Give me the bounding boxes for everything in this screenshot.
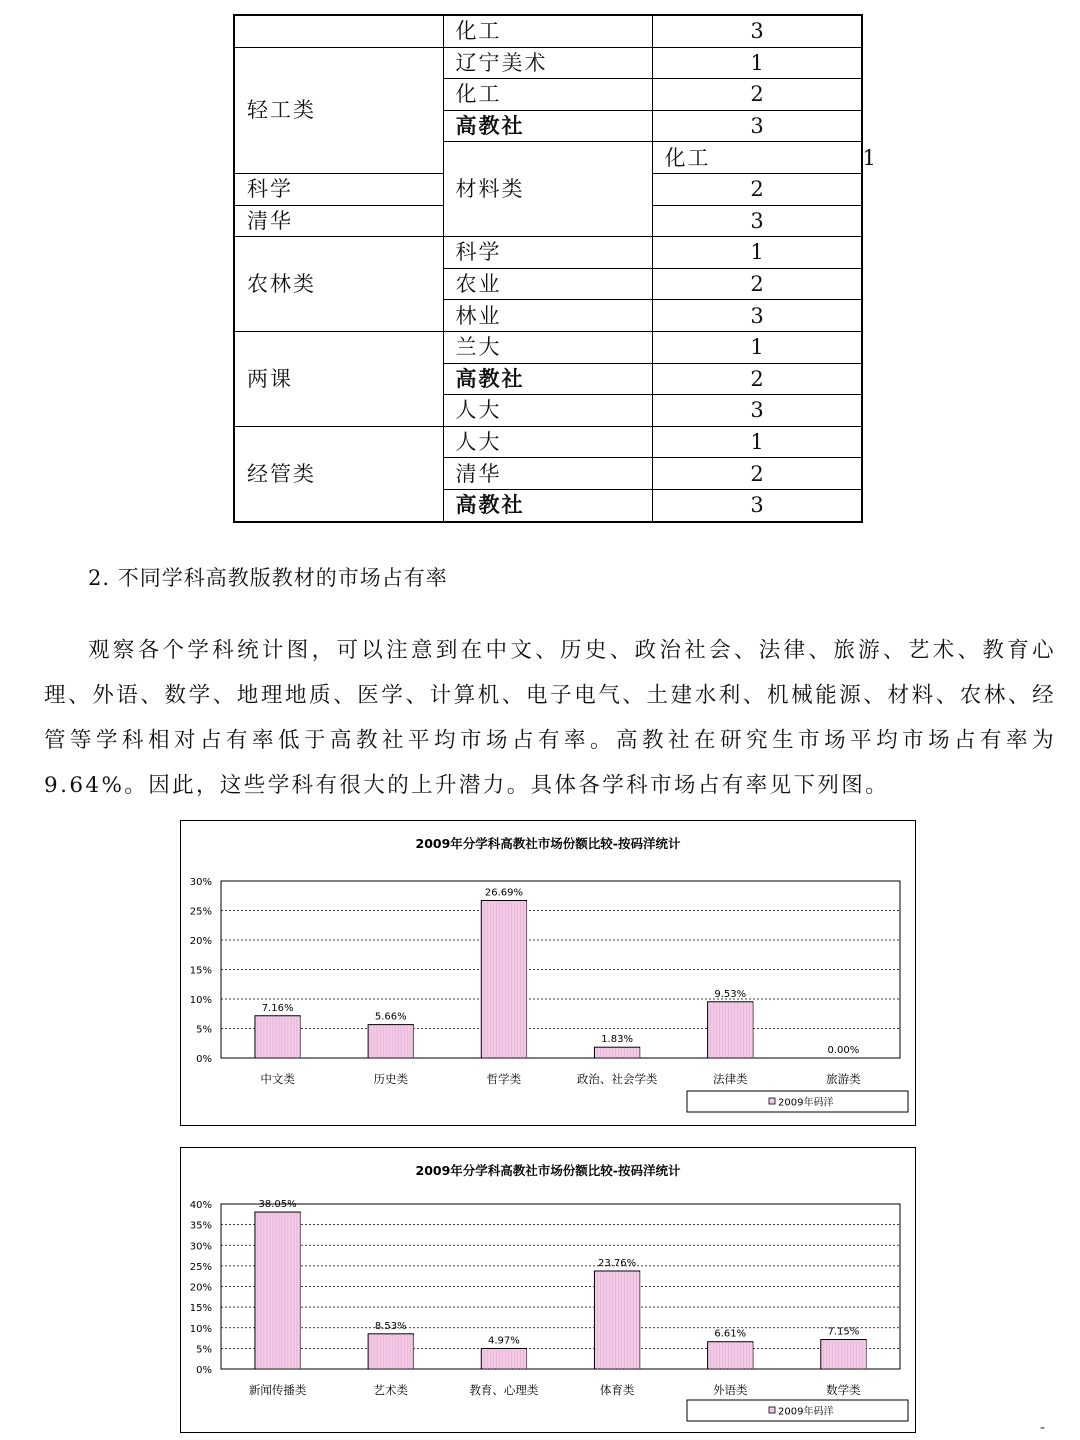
- table-row: [234, 237, 862, 269]
- chart-title: 2009年分学科高教社市场份额比较-按码洋统计: [415, 1163, 681, 1178]
- value-label: 4.97%: [488, 1335, 520, 1347]
- y-tick-label: 30%: [189, 877, 212, 888]
- y-tick-label: 30%: [189, 1241, 212, 1253]
- rank-cell: 1: [652, 47, 862, 79]
- rank-cell: 2: [652, 363, 862, 395]
- publisher-cell: 化工: [443, 15, 652, 47]
- rank-cell: 1: [652, 331, 862, 363]
- ranking-table-body: [234, 15, 876, 522]
- x-category-label: 艺术类: [373, 1383, 408, 1397]
- y-tick-label: 10%: [189, 1323, 212, 1335]
- publisher-cell: 人大: [443, 395, 652, 427]
- table-row: [234, 47, 862, 79]
- value-label: 8.53%: [374, 1320, 407, 1332]
- x-category-label: 政治、社会学类: [576, 1072, 658, 1086]
- category-cell: 经管类: [234, 426, 443, 521]
- y-tick-label: 20%: [189, 1282, 212, 1294]
- bar: [481, 901, 526, 1058]
- publisher-cell: 科学: [234, 173, 443, 205]
- rank-cell: 2: [652, 458, 862, 490]
- rank-cell: 3: [652, 489, 862, 521]
- y-tick-label: 25%: [189, 1261, 212, 1273]
- y-tick-label: 15%: [189, 1303, 212, 1315]
- rank-cell: 3: [652, 15, 862, 47]
- y-tick-label: 0%: [196, 1365, 212, 1376]
- publisher-cell: 高教社: [443, 489, 652, 521]
- rank-cell: 3: [652, 395, 862, 427]
- category-cell: 农林类: [234, 237, 443, 332]
- rank-cell: 2: [652, 173, 862, 205]
- publisher-cell: 清华: [443, 458, 652, 490]
- x-category-label: 法律类: [713, 1072, 748, 1086]
- publisher-cell: 辽宁美术: [443, 47, 652, 79]
- x-category-label: 中文类: [260, 1072, 295, 1086]
- x-category-label: 教育、心理类: [469, 1383, 539, 1397]
- bar: [368, 1334, 413, 1369]
- chart-1-svg: [181, 821, 915, 1125]
- y-tick-label: 0%: [196, 1054, 212, 1065]
- publisher-cell: 高教社: [443, 110, 652, 142]
- bar: [821, 1340, 866, 1369]
- rank-cell: 1: [652, 426, 862, 458]
- value-label: 0.00%: [827, 1045, 860, 1056]
- bar: [708, 1002, 753, 1058]
- table-row: [234, 331, 862, 363]
- x-category-label: 历史类: [373, 1072, 408, 1086]
- category-cell: 材料类: [443, 142, 652, 237]
- publisher-cell: 化工: [443, 79, 652, 111]
- publisher-cell: 化工: [652, 142, 862, 174]
- legend-label: 2009年码洋: [778, 1097, 834, 1109]
- value-label: 23.76%: [598, 1257, 637, 1269]
- chart-title: 2009年分学科高教社市场份额比较-按码洋统计: [415, 836, 681, 851]
- value-label: 38.05%: [258, 1199, 297, 1211]
- y-tick-label: 25%: [189, 906, 212, 918]
- x-category-label: 外语类: [713, 1383, 748, 1397]
- bar: [594, 1271, 639, 1369]
- publisher-cell: 高教社: [443, 363, 652, 395]
- bar: [368, 1025, 413, 1058]
- ranking-table: [233, 14, 876, 523]
- bar: [255, 1212, 300, 1369]
- rank-cell: 3: [652, 300, 862, 332]
- bar: [708, 1342, 753, 1369]
- body-paragraph: 观察各个学科统计图，可以注意到在中文、历史、政治社会、法律、旅游、艺术、教育心理、外语、数学、地理地质、医学、计算机、电子电气、土建水利、机械能源、材料、农林、经管等学科相对占有率低于高教社平均市场占有率。高教社在研究生市场平均市场占有率为9.64%。因此，这些学科有很大的上升潜力。具体各学科市场占有率见下列图。: [44, 638, 1056, 798]
- value-label: 6.61%: [714, 1328, 747, 1340]
- y-tick-label: 40%: [189, 1200, 212, 1211]
- value-label: 1.83%: [601, 1034, 633, 1046]
- rank-cell: 1: [652, 237, 862, 269]
- x-category-label: 体育类: [599, 1383, 635, 1397]
- table-row: 材料类 化工 1: [234, 142, 862, 174]
- category-cell: 两课: [234, 331, 443, 426]
- rank-cell: 3: [652, 110, 862, 142]
- y-tick-label: 5%: [196, 1024, 212, 1036]
- y-tick-label: 35%: [189, 1220, 212, 1232]
- x-category-label: 数学类: [826, 1383, 861, 1397]
- rank-cell: 3: [652, 205, 862, 237]
- publisher-cell: 兰大: [443, 331, 652, 363]
- table-row: [234, 15, 862, 47]
- category-cell: [234, 15, 443, 47]
- publisher-cell: 林业: [443, 300, 652, 332]
- legend-swatch: [769, 1407, 775, 1413]
- value-label: 9.53%: [714, 988, 747, 1000]
- legend-label: 2009年码洋: [778, 1406, 834, 1418]
- value-label: 7.16%: [261, 1002, 294, 1014]
- market-share-chart-2: [180, 1147, 916, 1433]
- table-row: [234, 426, 862, 458]
- publisher-cell: 人大: [443, 426, 652, 458]
- bar: [255, 1016, 300, 1058]
- bar: [481, 1348, 526, 1369]
- publisher-cell: 农业: [443, 268, 652, 300]
- publisher-cell: 科学: [443, 237, 652, 269]
- page-corner-mark: -: [1040, 1420, 1046, 1436]
- y-tick-label: 20%: [189, 936, 212, 947]
- x-category-label: 旅游类: [826, 1072, 861, 1086]
- x-category-label: 哲学类: [486, 1072, 522, 1086]
- rank-cell: 2: [652, 79, 862, 111]
- category-cell: 轻工类: [234, 47, 443, 173]
- legend-swatch: [769, 1098, 775, 1104]
- bar: [594, 1047, 639, 1058]
- y-tick-label: 5%: [196, 1344, 212, 1356]
- chart-2-svg: [181, 1148, 915, 1432]
- value-label: 26.69%: [484, 887, 523, 899]
- value-label: 7.15%: [827, 1326, 860, 1338]
- publisher-cell: 清华: [234, 205, 443, 237]
- x-category-label: 新闻传播类: [248, 1383, 307, 1397]
- market-share-chart-1: [180, 820, 916, 1126]
- rank-cell: 2: [652, 268, 862, 300]
- value-label: 5.66%: [374, 1011, 407, 1023]
- section-heading: 2. 不同学科高教版教材的市场占有率: [88, 566, 448, 590]
- y-tick-label: 10%: [189, 995, 212, 1006]
- y-tick-label: 15%: [189, 965, 212, 977]
